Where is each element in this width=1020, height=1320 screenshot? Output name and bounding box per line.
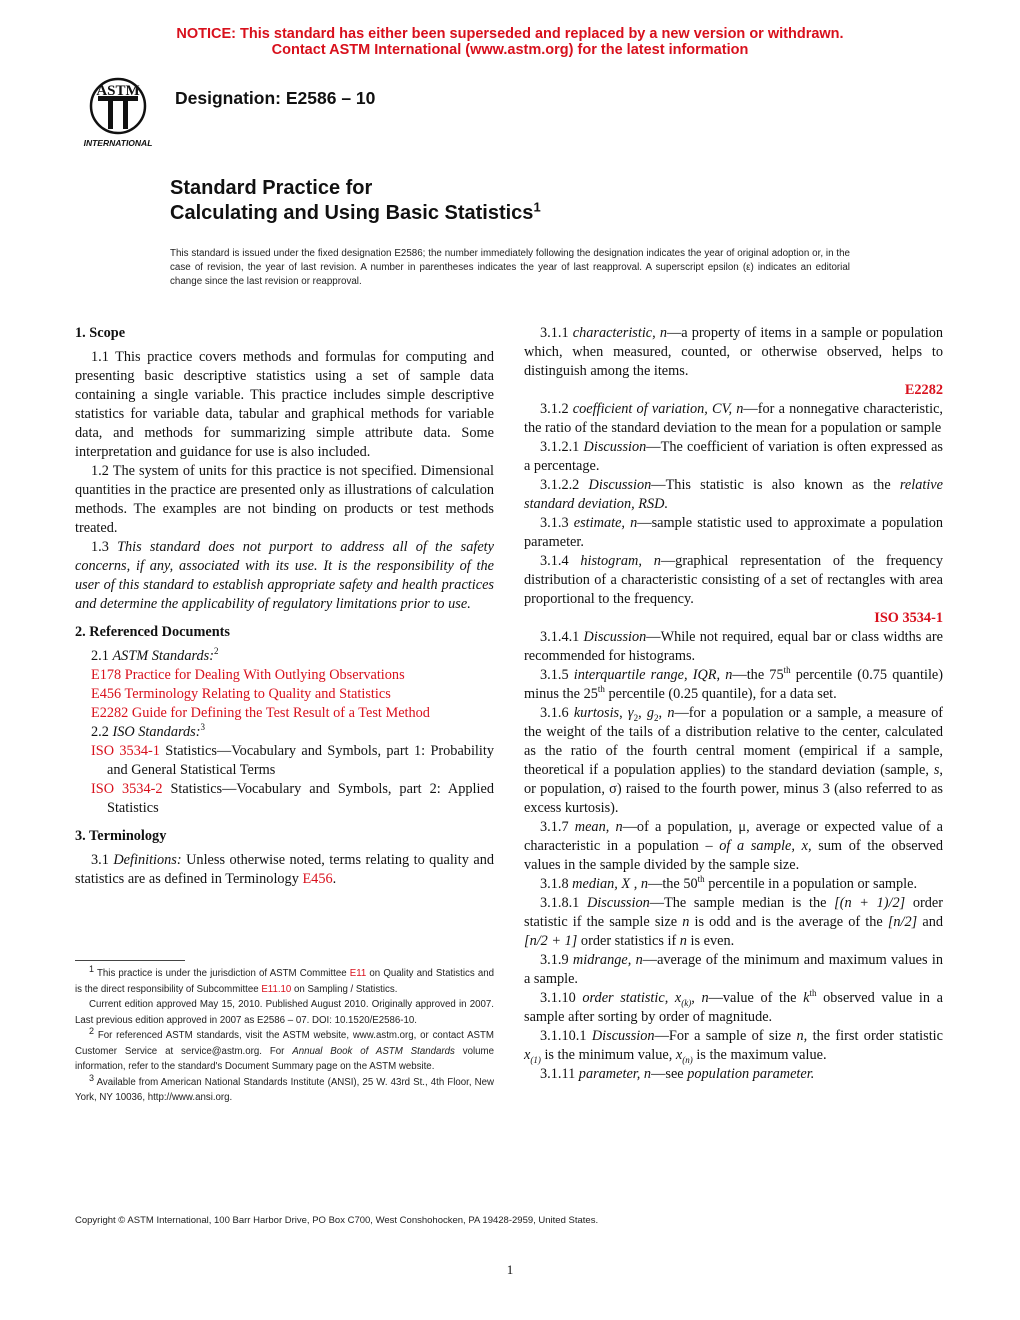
def-3-1-4: 3.1.4 histogram, n—graphical representation of the frequency distribution of a characteristic consisting of a set of rectangles with area proportional to the frequency.: [524, 553, 943, 607]
ref-e456[interactable]: E456 Terminology Relating to Quality and Statistics: [91, 686, 391, 702]
def-3-1-9: 3.1.9 midrange, n—average of the minimum and maximum values in a sample.: [524, 952, 943, 987]
astm-logo-text: ASTM: [96, 83, 140, 99]
def-3-1-7: 3.1.7 mean, n—of a population, μ, average or expected value of a characteristic in a population – of a sample, x, sum of the observed values in the sample divided by the sample size.: [524, 819, 944, 873]
def-3-1-6: 3.1.6 kurtosis, $\gamma_2$, $g_2$, n—for a population or a sample, a measure of the weight of the tails of a distribution relative to the center, calculated as the ratio of the fourth central moment (empirical if a sample, theoretical if a population applies) to the standard deviation (sample, s, or population, σ) raised to the fourth power, minus 3 (also referred to as excess kurtosis).: [524, 705, 943, 816]
footnote-3: $^3$ Available from American National Standards Institute (ANSI), 25 W. 43rd St., 4th Floor, New York, NY 10036, http://www.ansi.org.: [75, 1072, 494, 1103]
footnote-2: $^2$ For referenced ASTM standards, visit the ASTM website, www.astm.org, or contact ASTM Customer Service at service@astm.org. For Annual Book of ASTM Standards volume information, refer to the standard's Document Summary page on the ASTM website.: [75, 1025, 494, 1072]
def-3-1-2-1: 3.1.2.1 Discussion—The coefficient of variation is often expressed as a percentage.: [524, 439, 943, 474]
def-3-1-2: 3.1.2 coefficient of variation, CV, n—for a nonnegative characteristic, the ratio of the standard deviation to the mean for a population or sample: [524, 401, 943, 436]
referenced-heading: 2. Referenced Documents: [75, 624, 230, 640]
def-3-1-10: 3.1.10 order statistic, $x_{(k)}$, n—value of the $k^{th}$ observed value in a sample after sorting by order of magnitude.: [524, 988, 944, 1025]
terminology-3-1: 3.1 Definitions: Unless otherwise noted, terms relating to quality and statistics are as defined in Terminology E456.: [75, 852, 494, 887]
ref-iso-3534-2[interactable]: ISO 3534-2 Statistics—Vocabulary and Symbols, part 2: Applied Statistics: [91, 781, 494, 816]
scope-1-3: 1.3 This standard does not purport to address all of the safety concerns, if any, associated with its use. It is the responsibility of the user of this standard to establish appropriate safety and health practices and determine the applicability of regulatory limitations prior to use.: [75, 539, 494, 612]
designation-value: E2586 – 10: [285, 88, 376, 108]
designation-label: Designation:: [175, 88, 281, 108]
notice-line-2: Contact ASTM International (www.astm.org) for the latest information: [271, 42, 749, 58]
designation: [175, 88, 375, 109]
footnote-rule: [75, 960, 185, 961]
def-3-1-4-1: 3.1.4.1 Discussion—While not required, equal bar or class widths are recommended for histograms.: [524, 629, 944, 664]
astm-logo-subtext: INTERNATIONAL: [83, 138, 153, 148]
def-3-1-3: 3.1.3 estimate, n—sample statistic used to approximate a population parameter.: [524, 515, 944, 550]
footnote-e11-link[interactable]: E11: [349, 968, 367, 979]
title-line-1: Standard Practice for: [170, 177, 373, 199]
astm-standards-label: 2.1 ASTM Standards:$^2$: [91, 646, 219, 664]
terminology-e456-link[interactable]: E456: [302, 871, 333, 887]
left-column: [75, 324, 494, 889]
footnote-1-edition: Current edition approved May 15, 2010. Published August 2010. Originally approved in 2007. Last previous edition approved in 2007 as E2586 – 07. DOI: 10.1520/E2586-10.: [75, 999, 494, 1026]
footnotes: [75, 963, 494, 1106]
iso-standards-label: 2.2 ISO Standards:$^3$: [91, 722, 205, 740]
document-title: [170, 176, 541, 226]
scope-heading: 1. Scope: [75, 325, 126, 341]
footnote-e11-10-link[interactable]: E11.10: [261, 983, 292, 995]
ref-e178[interactable]: E178 Practice for Dealing With Outlying Observations: [91, 667, 405, 683]
def-3-1-8-1: 3.1.8.1 Discussion—The sample median is the [(n + 1)/2] order statistic if the sample size n is odd and is the average of the [n/2] and [n/2 + 1] order statistics if n is even.: [524, 895, 944, 949]
withdrawal-notice: [0, 26, 1020, 58]
def-3-1-4-ref[interactable]: ISO 3534-1: [874, 610, 943, 626]
scope-1-2: 1.2 The system of units for this practice is not specified. Dimensional quantities in the practice are presented only as illustrations of calculation methods. The examples are not binding on products or test methods treated.: [75, 463, 494, 536]
page-number: 1: [506, 1262, 514, 1277]
def-3-1-1: 3.1.1 characteristic, n—a property of items in a sample or population which, when measured, counted, or otherwise observed, helps to distinguish among the items.: [524, 325, 944, 379]
title-footnote-mark: 1: [533, 199, 541, 215]
def-3-1-8: 3.1.8 median, X , n—the 50th percentile in a population or sample.: [540, 874, 918, 892]
def-3-1-10-1: 3.1.10.1 Discussion—For a sample of size n, the first order statistic $x_{(1)}$ is the minimum value, $x_{(n)}$ is the maximum value.: [524, 1028, 943, 1065]
def-3-1-5: 3.1.5 interquartile range, IQR, n—the 75th percentile (0.75 quantile) minus the 25th percentile (0.25 quantile), for a data set.: [524, 665, 944, 702]
scope-1-1: 1.1 This practice covers methods and formulas for computing and presenting basic descriptive statistics using a set of sample data containing a single variable. This practice includes simple descriptive statistics for variable data, tabular and graphical methods for variable data, and methods for summarizing simple attribute data. Some interpretation and guidance for use is also included.: [75, 349, 494, 460]
astm-logo: [72, 76, 164, 150]
footnote-1: $^1$ This practice is under the jurisdiction of ASTM Committee E11 on Quality and Statistics and is the direct responsibility of Subcommittee E11.10 on Sampling / Statistics.: [75, 963, 494, 995]
terminology-heading: 3. Terminology: [75, 828, 167, 844]
def-3-1-11: 3.1.11 parameter, n—see population parameter.: [540, 1066, 815, 1082]
right-column: [524, 324, 943, 1084]
def-3-1-1-ref[interactable]: E2282: [904, 382, 943, 398]
def-3-1-2-2: 3.1.2.2 Discussion—This statistic is also known as the relative standard deviation, RSD.: [524, 477, 943, 512]
title-line-2: Calculating and Using Basic Statistics: [170, 202, 534, 224]
ref-iso-3534-1[interactable]: ISO 3534-1 Statistics—Vocabulary and Symbols, part 1: Probability and General Statistical Terms: [91, 743, 494, 778]
notice-line-1: NOTICE: This standard has either been superseded and replaced by a new version or withdrawn.: [176, 26, 844, 42]
ref-e2282[interactable]: E2282 Guide for Defining the Test Result of a Test Method: [91, 705, 430, 721]
copyright-line: Copyright © ASTM International, 100 Barr Harbor Drive, PO Box C700, West Conshohocken, PA 19428-2959, United States.: [75, 1215, 599, 1226]
issued-note: This standard is issued under the fixed designation E2586; the number immediately following the designation indicates the year of original adoption or, in the case of revision, the year of last revision. A number in parentheses indicates the year of last reapproval. A superscript epsilon (ε) indicates an editorial change since the last revision or reapproval.: [170, 248, 850, 287]
